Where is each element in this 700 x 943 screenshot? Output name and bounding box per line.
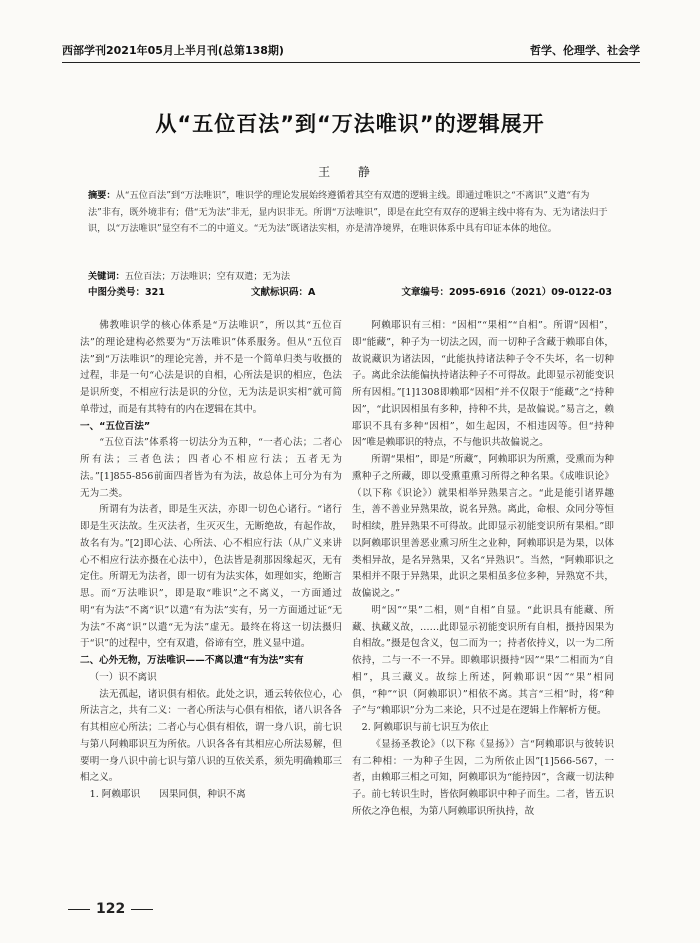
- body-column-right: [352, 318, 614, 821]
- author-name: 王 静: [318, 165, 382, 179]
- body-paragraph: 法无孤起，诸识俱有相依。此处之识，通云转依位心，心所法言之，共有二义：一者心所法与心俱有相依，诸八识各各有其相应心所法；二者心与心俱有相依，谓一身八识，前七识与第八阿赖耶识互为所依。八识各各有其相应心所法易解，但要明一身八识中前七识与第八识的互依关系，须先明确赖耶三相之义。: [80, 688, 342, 784]
- keywords-label: 关键词：: [88, 271, 125, 282]
- clc-number: 中图分类号：321: [88, 287, 165, 298]
- page-number: 122: [96, 901, 126, 917]
- article-number: 文章编号：2095-6916（2021）09-0122-03: [401, 287, 612, 298]
- document-code: 文献标识码：A: [250, 287, 316, 298]
- article-meta: [88, 284, 612, 298]
- page-footer: [62, 901, 159, 917]
- subsection-heading: 1. 阿赖耶识 因果同俱，种识不离: [89, 789, 246, 800]
- body-paragraph: 佛教唯识学的核心体系是“万法唯识”，所以其“五位百法”的理论建构必然要为“万法唯识”体系服务。但从“五位百法”到“万法唯识”的理论完善，并不是一个简单归类与收摄的过程，非是一句“心法是识的自相，心所法是识的相应，色法是识所变，不相应行法是识的分位，无为法是识实相”就可简单带过，而是有其特有的内在逻辑在其中。: [80, 320, 342, 415]
- running-header: [62, 40, 640, 60]
- subsection-heading: 2. 阿赖耶识与前七识互为依止: [361, 722, 489, 733]
- body-paragraph: “五位百法”体系将一切法分为五种，“一者心法；二者心所有法；三者色法；四者心不相应行法；五者无为法。”[1]855-856前面四者皆为有为法，故总体上可分为有为无为二类。: [80, 437, 342, 499]
- section-heading: 二、心外无物，万法唯识——不离以遣“有为法”实有: [80, 655, 304, 666]
- paper-title: 从“五位百法”到“万法唯识”的逻辑展开: [155, 112, 545, 136]
- keywords: [88, 268, 612, 282]
- footer-dash-left: [68, 909, 90, 910]
- body-paragraph: 阿赖耶识有三相：“因相”“果相”“自相”。所谓“因相”，即“能藏”，种子为一切法之因，而一切种子含藏于赖耶自体，故说藏识为诸法因，“此能执持诸法种子令不失坏，名一切种子。离此余法能偏执持诸法种子不可得故。此即显示初能变识所有因相。”[1]1308即赖耶“因相”并不仅限于“能藏”之“持种因”，“此识因相虽有多种，持种不共，是故偏说。”易言之，赖耶识不具有多种“因相”，如生起因，不相违因等。但“持种因”唯是赖耶识的特点，不与他识共故偏说之。: [352, 320, 614, 449]
- footer-dash-right: [131, 909, 153, 910]
- abstract-label: 摘要：: [88, 190, 116, 201]
- body-paragraph: 《显扬圣教论》（以下称《显扬》）言“阿赖耶识与彼转识有二种相：一为种子生因，二为所依止因”[1]566-567，一者，由赖耶三相之可知，阿赖耶识为“能持因”，含藏一切法种子。前七转识生时，皆依阿赖耶识中种子而生。二者，皆五识所依之净色根，为第八阿赖耶识所执持，故: [352, 738, 614, 817]
- body-paragraph: 明“因”“果”二相，则“自相”自显。“此识具有能藏、所藏、执藏义故，……此即显示初能变识所有自相，摄持因果为自相故。”摄是包含义，包二而为一；持者依持义，以一为二所依持，二与一不一不异。即赖耶识摄持“因”“果”二相而为“自相”，具三藏义。故综上所述，阿赖耶识“因”“果”相同俱，“种”“识（阿赖耶识）”相依不离。其言“三相”时，将“种子”与“赖耶识”分为二来论，只不过是在逻辑上作解析方便。: [352, 604, 614, 717]
- keywords-text: 五位百法；万法唯识；空有双遣；无为法: [124, 271, 291, 282]
- header-rule: [62, 62, 640, 63]
- section-name: 哲学、伦理学、社会学: [530, 44, 640, 57]
- body-column-left: [80, 318, 342, 804]
- section-heading: 一、“五位百法”: [80, 420, 151, 432]
- abstract-text: 从“五位百法”到“万法唯识”，唯识学的理论发展始终遵循着其空有双遣的逻辑主线。即通过唯识之“不离识”义遣“有为法”非有，既外境非有；借“无为法”非无，显内识非无。所谓“万法唯识”，即是在此空有双存的逻辑主线中将有为、无为诸法归于识，以“万法唯识”显空有不二的中道义。“无为法”既诸法实相，亦是清净境界，在唯识体系中具有印证本体的地位。: [88, 190, 608, 235]
- subsection-heading: （一）识不离识: [89, 671, 157, 683]
- journal-info: 西部学刊2021年05月上半月刊(总第138期): [62, 44, 284, 57]
- body-paragraph: 所谓“果相”，即是“所藏”，阿赖耶识为所熏，受熏而为种熏种子之所藏，即以受熏重熏习所得之种名果。《成唯识论》（以下称《识论》）就果相举异熟果言之。“此是能引诸界趣生，善不善业异熟果故，说名异熟。离此，命根、众同分等恒时相续，胜异熟果不可得故。此即显示初能变识所有果相。”即以阿赖耶识里善恶业熏习所生之业种，阿赖耶识是为果，以体类相异故，是名异熟果，又名“异熟识”。当然，“阿赖耶识之果相并不限于异熟果，此识之果相虽多位多种，异熟宽不共，故偏说之。”: [352, 454, 614, 599]
- body-paragraph: 所谓有为法者，即是生灭法，亦即一切色心诸行。“诸行即是生灭法故。生灭法者，生灭灭生，无断绝故，有起作故，故名有为。”[2]即心法、心所法、心不相应行法（从广义来讲心不相应行法亦摄在心法中），色法皆是刹那因缘起灭，无有定住。所谓无为法者，即一切有为法实体，如理如实，绝断言思。而“万法唯识”，即是取“唯识”之不离义，一方面通过明“有为法”不离“识”以遣“有为法”实有，另一方面通过证“无为法”不离“识”以遣“无为法”虚无。最终在将这一切法摄归于“识”的过程中，空有双遣，俗谛有空，胜义显中道。: [80, 504, 342, 650]
- abstract: [88, 188, 612, 238]
